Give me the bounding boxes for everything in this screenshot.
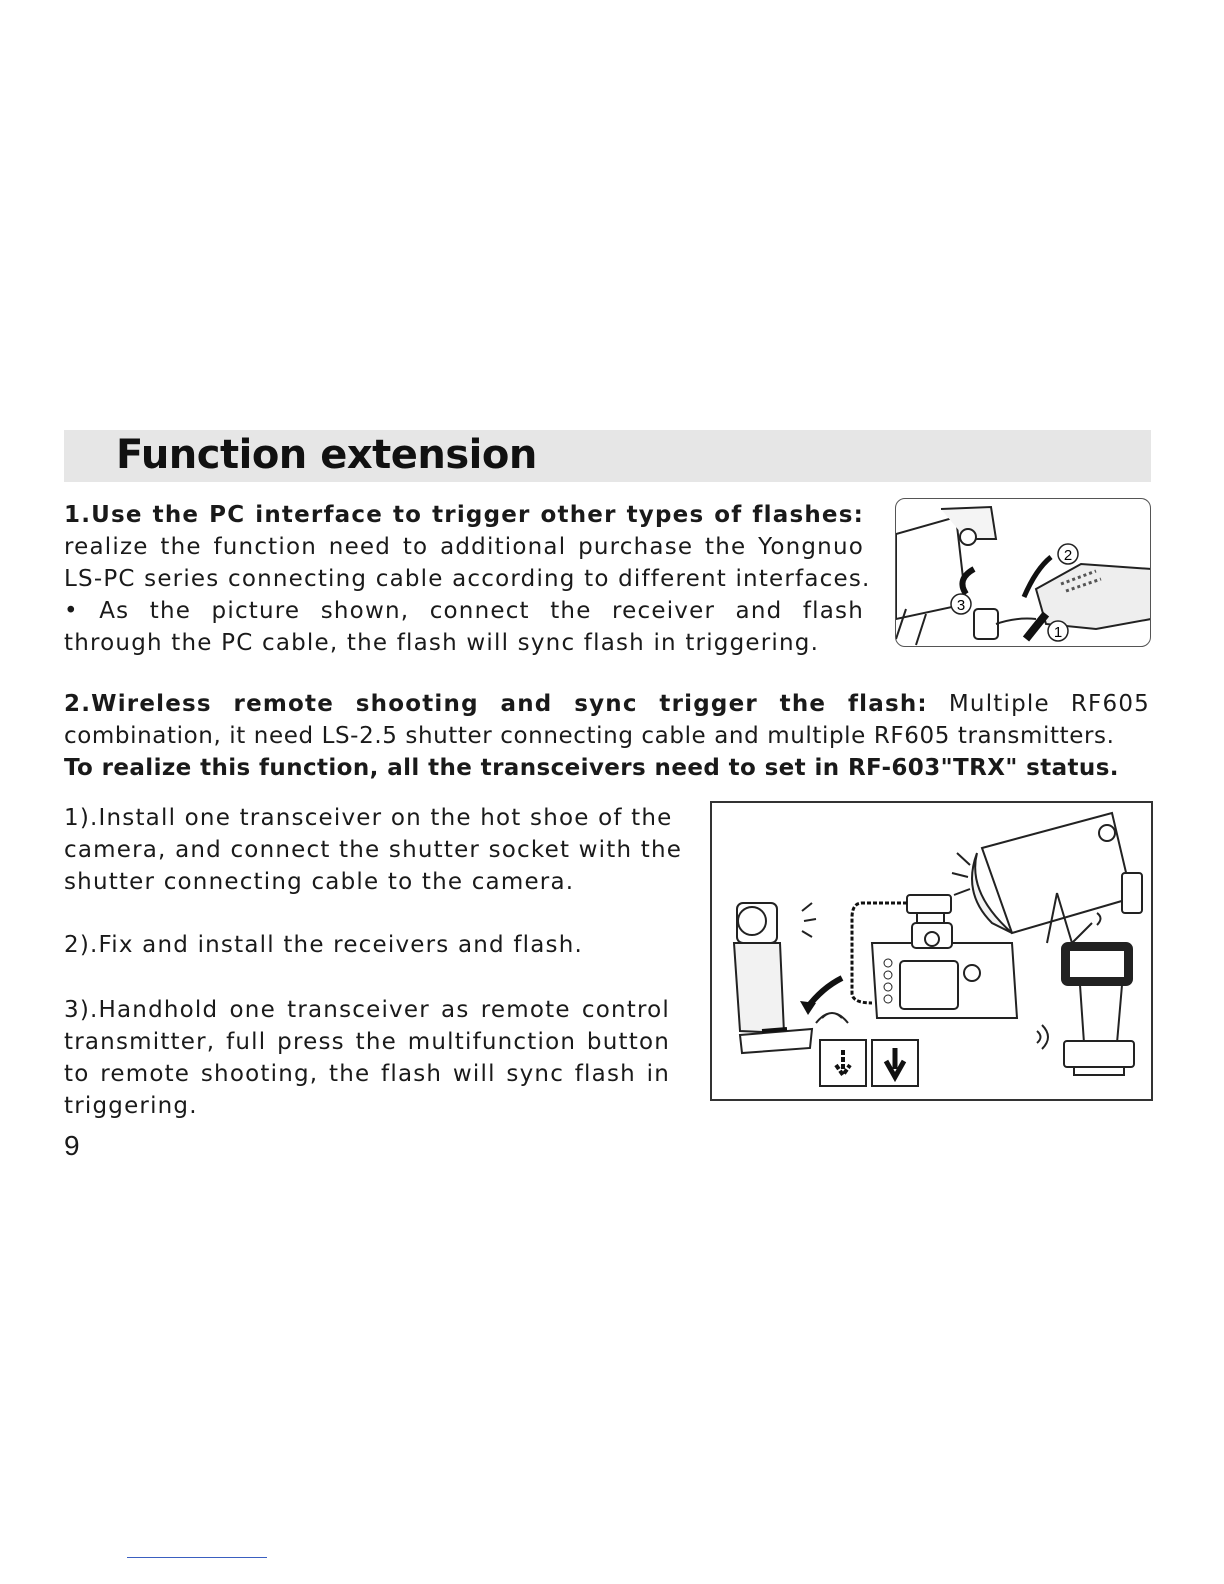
section2-line: combination, it need LS-2.5 shutter connecting cable and multiple RF605 transmitters. — [64, 723, 1115, 749]
section1-line: • As the picture shown, connect the receiver and flash — [64, 598, 864, 624]
step-line: camera, and connect the shutter socket with the — [64, 837, 683, 863]
step-line: shutter connecting cable to the camera. — [64, 869, 575, 895]
wireless-setup-illustration — [712, 803, 1151, 1099]
wireless-setup-figure — [710, 801, 1153, 1101]
section1-line: through the PC cable, the flash will sync flash in triggering. — [64, 630, 820, 656]
section1-heading: 1.Use the PC interface to trigger other types of flashes: — [64, 502, 864, 528]
page-title: Function extension — [116, 432, 537, 478]
page-number: 9 — [64, 1130, 80, 1161]
pc-cable-illustration — [896, 499, 1150, 646]
section2-heading: 2.Wireless remote shooting and sync trigger the flash: — [64, 691, 928, 717]
step-line: 2).Fix and install the receivers and flash. — [64, 932, 584, 958]
title-bar — [64, 430, 1151, 482]
section2-note: To realize this function, all the transceivers need to set in RF-603"TRX" status. — [64, 755, 1119, 781]
step-line: to remote shooting, the flash will sync flash in — [64, 1061, 670, 1087]
footer-rule — [127, 1557, 267, 1558]
step-line: 3).Handhold one transceiver as remote control — [64, 997, 670, 1023]
section1-line: LS-PC series connecting cable according to different interfaces. — [64, 566, 871, 592]
figure-label-2: 2 — [1063, 547, 1073, 564]
step-line: transmitter, full press the multifunction button — [64, 1029, 670, 1055]
section2-heading-line — [64, 691, 1150, 717]
step-line: 1).Install one transceiver on the hot shoe of the — [64, 805, 673, 831]
pc-cable-figure — [895, 498, 1151, 647]
section2-heading-tail: Multiple RF605 — [948, 691, 1150, 717]
section1-line: realize the function need to additional purchase the Yongnuo — [64, 534, 864, 560]
figure-label-1: 1 — [1053, 624, 1063, 641]
figure-label-3: 3 — [956, 597, 966, 614]
step-line: triggering. — [64, 1093, 198, 1119]
